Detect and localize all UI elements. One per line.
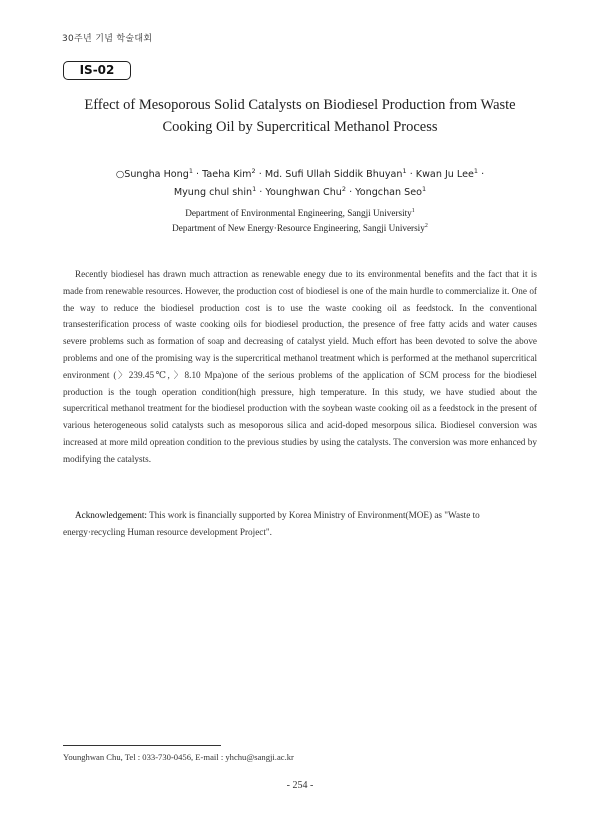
acknowledgement-text: This work is financially supported by Korea Ministry of Environment(MOE) as "Waste to energy·recycling Human resource development Project". [63, 510, 480, 537]
affiliation-text: Department of Environmental Engineering, Sangji University [185, 208, 412, 218]
conference-note: 30주년 기념 학술대회 [62, 34, 153, 44]
affiliation-list [40, 206, 560, 236]
contact-footnote: Younghwan Chu, Tel : 033-730-0456, E-mail : yhchu@sangji.ac.kr [63, 752, 294, 762]
author-separator: · [478, 169, 485, 180]
acknowledgement [63, 507, 537, 541]
author-affiliation-mark: 1 [188, 167, 193, 175]
author-separator: · [346, 187, 356, 198]
acknowledgement-label: Acknowledgement: [75, 510, 147, 520]
author-name: Taeha Kim [202, 169, 252, 180]
session-badge: IS-02 [63, 61, 131, 80]
author-affiliation-mark: 1 [422, 185, 427, 193]
author-name: Md. Sufi Ullah Siddik Bhuyan [264, 169, 403, 180]
author-affiliation-mark: 2 [341, 185, 347, 193]
affiliation-number: 1 [411, 208, 415, 214]
title-line-2: Cooking Oil by Supercritical Methanol Process [162, 119, 438, 135]
author-affiliation-mark: 2 [251, 167, 256, 175]
author-name: Yongchan Seo [355, 187, 423, 198]
paper-title [40, 94, 560, 138]
title-line-1: Effect of Mesoporous Solid Catalysts on Biodiesel Production from Waste [84, 97, 516, 113]
author-affiliation-mark: 1 [473, 167, 479, 175]
abstract-body: Recently biodiesel has drawn much attraction as renewable enegy due to its environmental benefits and the fact that it is made from renewable resources. However, the production cost of biodiesel is one of the main hurdle to commercialize it. One of the way to reduce the biodiesel production cost is to use the waste cooking oil as feedstock. In the conventional transesterification process of waste cooking oils for biodiesel production, the presence of free fatty acids and water causes severe problems such as formation of soap and decreasing of catalyst yield. Much effort has been devoted to solve the above problems and one of the promising way is the supercritical methanol treatment which is performed at the methanol supercritical environment (〉239.45℃, 〉8.10 Mpa)one of the serious problems of the application of SCM process for the biodiesel production is the tough operation condition(high pressure, high temperature. In this study, we have studied about the supercritical methanol treatment for the biodiesel production with the soybean waste cooking oil as a feedstock in the present of various heterogeneous solid catalysts such as mesoporous silica and acid-doped mesorpous silica. Biodiesel conversion was increased at more mild opreation condition to the previous studies by using the catalysts. The conversion was more enhanced by modifying the catalysts. [63, 269, 537, 464]
presenter-marker: ○ [115, 169, 125, 180]
author-affiliation-mark: 1 [252, 185, 257, 193]
affiliation-number: 2 [424, 223, 428, 229]
author-separator: · [406, 169, 416, 180]
author-name: Younghwan Chu [265, 187, 342, 198]
author-line-1 [40, 166, 560, 184]
page-number: - 254 - [286, 780, 314, 791]
affiliation-text: Department of New Energy·Resource Engineering, Sangji Universiy [172, 223, 425, 233]
author-separator: · [192, 169, 203, 180]
author-separator: · [256, 187, 266, 198]
author-line-2 [40, 184, 560, 202]
affiliation-line [40, 221, 560, 236]
author-affiliation-mark: 1 [402, 167, 407, 175]
author-name: Kwan Ju Lee [415, 169, 474, 180]
author-separator: · [255, 169, 265, 180]
author-list [40, 166, 560, 202]
footnote-rule [63, 745, 221, 746]
author-name: Sungha Hong [124, 169, 189, 180]
affiliation-line [40, 206, 560, 221]
author-name: Myung chul shin [173, 187, 253, 198]
